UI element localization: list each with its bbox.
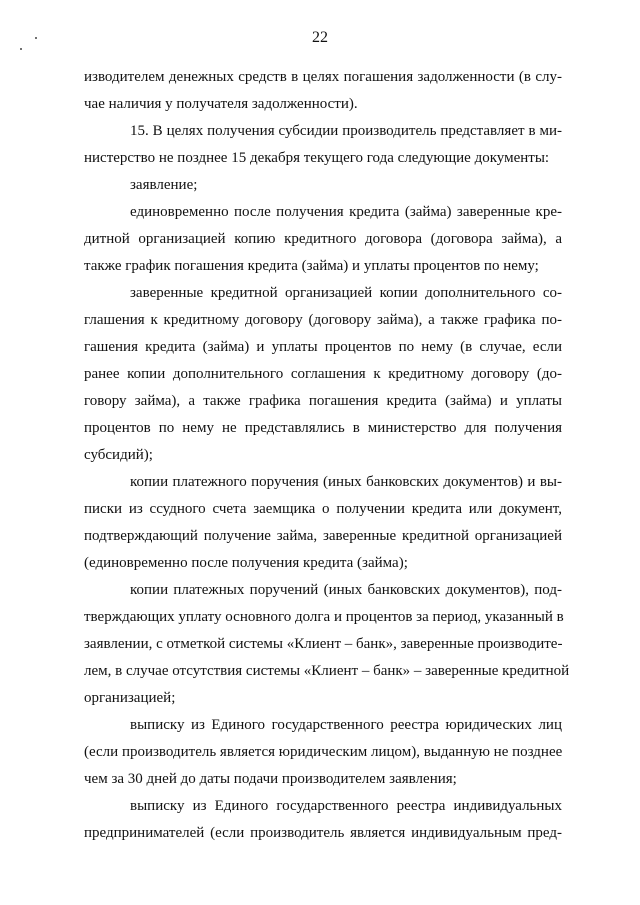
text-line: лем, в случае отсутствия системы «Клиент – банк» – заверенные кредитной bbox=[84, 663, 570, 679]
text-line: предпринимателей (если производитель является индивидуальным пред- bbox=[84, 825, 562, 841]
list-item-credit-agreement: единовременно после получения кредита (займа) заверенные кре- bbox=[130, 204, 562, 220]
text-line: гашения кредита (займа) и уплаты процентов по нему (в случае, если bbox=[84, 339, 562, 355]
text-line: говору займа), а также графика погашения кредита (займа) и уплаты bbox=[84, 393, 562, 409]
text-line: процентов по нему не представлялись в министерство для получения bbox=[84, 420, 562, 436]
text-line: организацией; bbox=[84, 690, 176, 706]
text-line: (единовременно после получения кредита (займа); bbox=[84, 555, 408, 571]
text-line: (если производитель является юридическим лицом), выданную не позднее bbox=[84, 744, 563, 760]
list-item-application: заявление; bbox=[130, 177, 198, 193]
text-line: подтверждающий получение займа, заверенные кредитной организацией bbox=[84, 528, 562, 544]
list-item-egrul-extract: выписку из Единого государственного реестра юридических лиц bbox=[130, 717, 562, 733]
scan-speck bbox=[35, 37, 37, 39]
text-line: заявлении, с отметкой системы «Клиент – банк», заверенные производите- bbox=[84, 636, 563, 652]
document-body bbox=[84, 64, 570, 847]
text-line: также график погашения кредита (займа) и уплаты процентов по нему; bbox=[84, 258, 539, 274]
scan-speck bbox=[20, 48, 22, 50]
text-line: изводителем денежных средств в целях погашения задолженности (в слу- bbox=[84, 69, 562, 85]
page-number: 22 bbox=[312, 29, 328, 46]
text-line: писки из ссудного счета заемщика о получении кредита или документ, bbox=[84, 501, 562, 517]
text-line: субсидий); bbox=[84, 447, 153, 463]
text-line: глашения к кредитному договору (договору займа), а также графика по- bbox=[84, 312, 562, 328]
text-line: ранее копии дополнительного соглашения к кредитному договору (до- bbox=[84, 366, 562, 382]
paragraph-15-start: 15. В целях получения субсидии производитель представляет в ми- bbox=[130, 123, 562, 139]
text-line: чае наличия у получателя задолженности). bbox=[84, 96, 358, 112]
list-item-payment-orders: копии платежных поручений (иных банковских документов), под- bbox=[130, 582, 562, 598]
text-line: чем за 30 дней до даты подачи производителем заявления; bbox=[84, 771, 457, 787]
list-item-egrip-extract: выписку из Единого государственного реестра индивидуальных bbox=[130, 798, 562, 814]
text-line: нистерство не позднее 15 декабря текущего года следующие документы: bbox=[84, 150, 550, 166]
text-line: тверждающих уплату основного долга и процентов за период, указанный в bbox=[84, 609, 564, 625]
text-line: дитной организацией копию кредитного договора (договора займа), а bbox=[84, 231, 562, 247]
list-item-payment-order: копии платежного поручения (иных банковских документов) и вы- bbox=[130, 474, 562, 490]
list-item-additional-agreement: заверенные кредитной организацией копии дополнительного со- bbox=[130, 285, 562, 301]
